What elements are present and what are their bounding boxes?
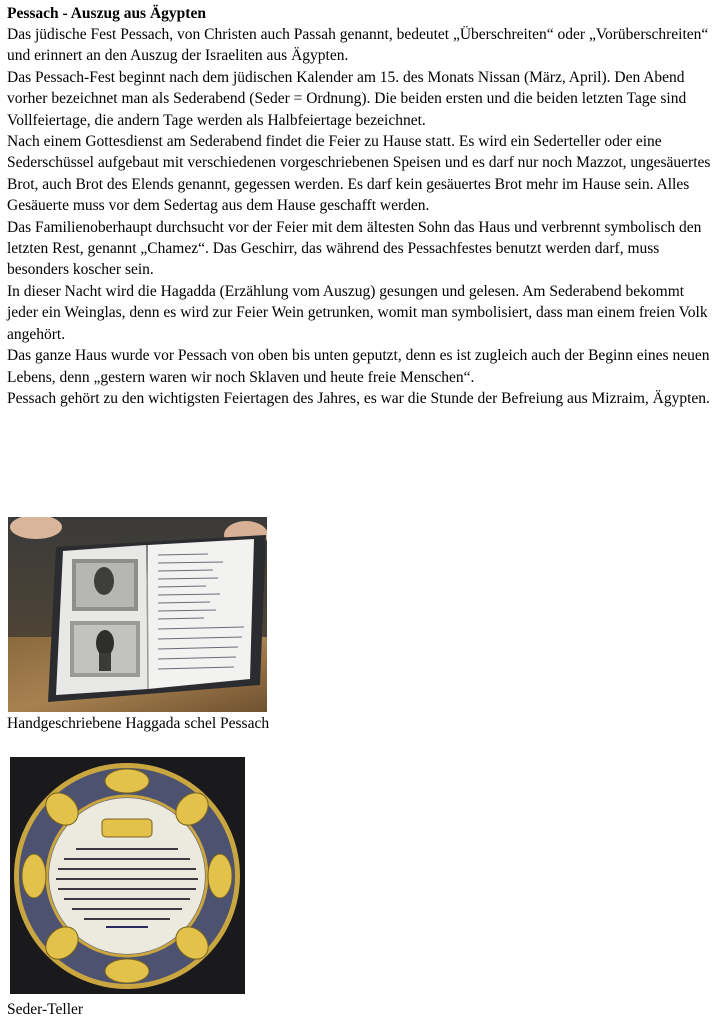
paragraph-6: Das ganze Haus wurde vor Pessach von oben bis unten geputzt, denn es ist zugleich auch der Beginn eines neuen Lebens, denn „gestern waren wir noch Sklaven und heute freie Menschen“. [7,347,710,386]
paragraph-4: Das Familienoberhaupt durchsucht vor der Feier mit dem ältesten Sohn das Haus und verbrennt symbolisch den letzten Rest, genannt „Chamez“. Das Geschirr, das während des Pessachfestes benutzt werden darf, muss besonders koscher sein. [7,218,702,279]
paragraph-3: Nach einem Gottesdienst am Sederabend findet die Feier zu Hause statt. Es wird ein Sederteller oder eine Sederschüssel aufgebaut mit verschiedenen vorgeschriebenen Speisen und es darf nur noch Mazzot, ungesäuertes Brot, auch Brot des Elends genannt, gegessen werden. Es darf kein gesäuertes Brot mehr im Hause sein. Alles Gesäuerte muss vor dem Sedertag aus dem Hause geschafft werden. [7,133,711,215]
article [7,0,715,409]
haggada-caption: Handgeschriebene Haggada schel Pessach [7,715,270,732]
paragraph-1: Das jüdische Fest Pessach, von Christen auch Passah genannt, bedeutet „Überschreiten“ oder „Vorüberschreiten“ und erinnert an den Auszug der Israeliten aus Ägypten. [7,26,709,65]
haggada-photo [8,517,267,712]
book-photo-icon [8,517,267,712]
paragraph-5: In dieser Nacht wird die Hagadda (Erzählung vom Auszug) gesungen und gelesen. Am Sederabend bekommt jeder ein Weinglas, denn es wird zur Feier Wein getrunken, womit man symbolisiert, dass man einem freien Volk angehört. [7,282,708,343]
seder-plate-photo [10,757,245,994]
seder-plate-caption: Seder-Teller [7,1001,84,1018]
paragraph-2: Das Pessach-Fest beginnt nach dem jüdischen Kalender am 15. des Monats Nissan (März, April). Den Abend vorher bezeichnet man als Sederabend (Seder = Ordnung). Die beiden ersten und die beiden letzten Tage sind Vollfeiertage, die andern Tage werden als Halbfeiertage bezeichnet. [7,68,687,129]
paragraph-7: Pessach gehört zu den wichtigsten Feiertagen des Jahres, es war die Stunde der Befreiung aus Mizraim, Ägypten. [7,389,710,407]
plate-photo-icon [10,757,245,994]
article-title: Pessach - Auszug aus Ägypten [7,5,206,22]
